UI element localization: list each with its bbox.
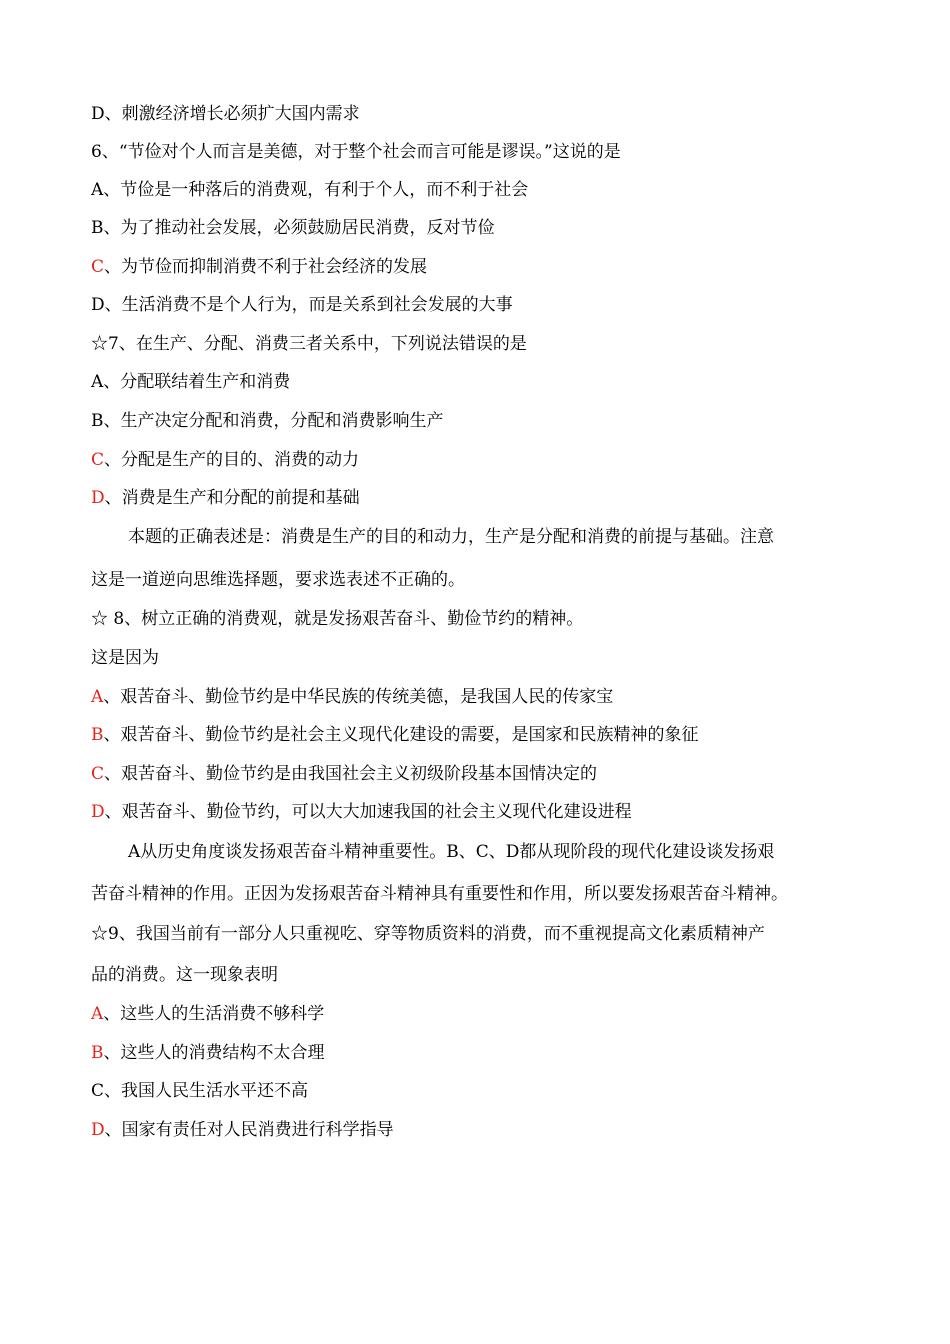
question-6-stem bbox=[91, 141, 621, 163]
explanation-line bbox=[91, 569, 465, 591]
option-text: 、生活消费不是个人行为，而是关系到社会发展的大事 bbox=[104, 295, 513, 315]
option-text: 、我国人民生活水平还不高 bbox=[104, 1081, 309, 1101]
option-marker: D bbox=[91, 104, 105, 124]
explanation-line bbox=[128, 841, 774, 863]
explanation-line bbox=[128, 526, 774, 548]
explanation-text: A从历史角度谈发扬艰苦奋斗精神重要性。B、C、D都从现阶段的现代化建设谈发扬艰 bbox=[128, 842, 775, 862]
option-text: 、刺激经济增长必须扩大国内需求 bbox=[104, 104, 360, 124]
answer-marker: C bbox=[91, 450, 105, 470]
option-marker: C bbox=[91, 1081, 105, 1101]
option-text: 、艰苦奋斗、勤俭节约是中华民族的传统美德，是我国人民的传家宝 bbox=[103, 687, 614, 707]
question-9-stem bbox=[91, 923, 765, 945]
option-line bbox=[91, 449, 359, 471]
option-line bbox=[91, 487, 360, 509]
option-line bbox=[91, 1080, 308, 1102]
option-text: 、生产决定分配和消费，分配和消费影响生产 bbox=[103, 411, 444, 431]
option-marker: D bbox=[91, 295, 105, 315]
question-7-stem bbox=[91, 333, 527, 355]
option-line bbox=[91, 371, 290, 393]
answer-marker: D bbox=[91, 802, 105, 822]
option-text: 、分配是生产的目的、消费的动力 bbox=[104, 450, 360, 470]
option-line bbox=[91, 217, 495, 239]
option-line bbox=[91, 103, 360, 125]
option-line bbox=[91, 1042, 325, 1064]
option-line bbox=[91, 724, 699, 746]
option-text: 、这些人的消费结构不太合理 bbox=[103, 1043, 325, 1063]
option-text: 、分配联结着生产和消费 bbox=[103, 372, 291, 392]
option-text: 、为了推动社会发展，必须鼓励居民消费，反对节俭 bbox=[103, 218, 495, 238]
explanation-text: 本题的正确表述是：消费是生产的目的和动力，生产是分配和消费的前提与基础。注意 bbox=[128, 527, 774, 547]
question-text: ☆9、我国当前有一部分人只重视吃、穿等物质资料的消费，而不重视提高文化素质精神产 bbox=[91, 924, 765, 944]
option-line bbox=[91, 1003, 324, 1025]
option-text: 、节俭是一种落后的消费观，有利于个人，而不利于社会 bbox=[103, 180, 529, 200]
answer-marker: A bbox=[91, 1004, 104, 1024]
option-line bbox=[91, 410, 444, 432]
answer-marker: C bbox=[91, 764, 105, 784]
explanation-text: 这是一道逆向思维选择题，要求选表述不正确的。 bbox=[91, 570, 465, 590]
option-text: 、艰苦奋斗、勤俭节约是社会主义现代化建设的需要，是国家和民族精神的象征 bbox=[103, 725, 699, 745]
question-text: ☆7、在生产、分配、消费三者关系中，下列说法错误的是 bbox=[91, 334, 527, 354]
question-8-stem bbox=[91, 608, 583, 630]
question-text: 这是因为 bbox=[91, 648, 159, 668]
option-marker: A bbox=[91, 180, 104, 200]
option-marker: B bbox=[91, 411, 104, 431]
option-line bbox=[91, 1119, 394, 1141]
question-text: 6、“节俭对个人而言是美德，对于整个社会而言可能是谬误。”这说的是 bbox=[91, 142, 621, 162]
answer-marker: B bbox=[91, 725, 104, 745]
option-line bbox=[91, 294, 513, 316]
option-line bbox=[91, 763, 597, 785]
option-text: 、国家有责任对人民消费进行科学指导 bbox=[104, 1120, 394, 1140]
answer-marker: C bbox=[91, 257, 105, 277]
answer-marker: D bbox=[91, 1120, 105, 1140]
option-line bbox=[91, 686, 613, 708]
answer-marker: B bbox=[91, 1043, 104, 1063]
option-marker: B bbox=[91, 218, 104, 238]
option-text: 、艰苦奋斗、勤俭节约是由我国社会主义初级阶段基本国情决定的 bbox=[104, 764, 598, 784]
explanation-text: 苦奋斗精神的作用。正因为发扬艰苦奋斗精神具有重要性和作用，所以要发扬艰苦奋斗精神。 bbox=[91, 884, 788, 904]
answer-marker: D bbox=[91, 488, 105, 508]
question-text: 品的消费。这一现象表明 bbox=[91, 965, 278, 985]
option-text: 、消费是生产和分配的前提和基础 bbox=[104, 488, 360, 508]
question-text: ☆ 8、树立正确的消费观，就是发扬艰苦奋斗、勤俭节约的精神。 bbox=[91, 609, 584, 629]
option-line bbox=[91, 179, 528, 201]
option-text: 、艰苦奋斗、勤俭节约，可以大大加速我国的社会主义现代化建设进程 bbox=[104, 802, 632, 822]
option-line bbox=[91, 801, 632, 823]
option-marker: A bbox=[91, 372, 104, 392]
question-9-stem-cont bbox=[91, 964, 278, 986]
option-text: 、为节俭而抑制消费不利于社会经济的发展 bbox=[104, 257, 428, 277]
question-8-stem-cont bbox=[91, 647, 159, 669]
option-text: 、这些人的生活消费不够科学 bbox=[103, 1004, 325, 1024]
explanation-line bbox=[91, 883, 788, 905]
option-line bbox=[91, 256, 427, 278]
answer-marker: A bbox=[91, 687, 104, 707]
